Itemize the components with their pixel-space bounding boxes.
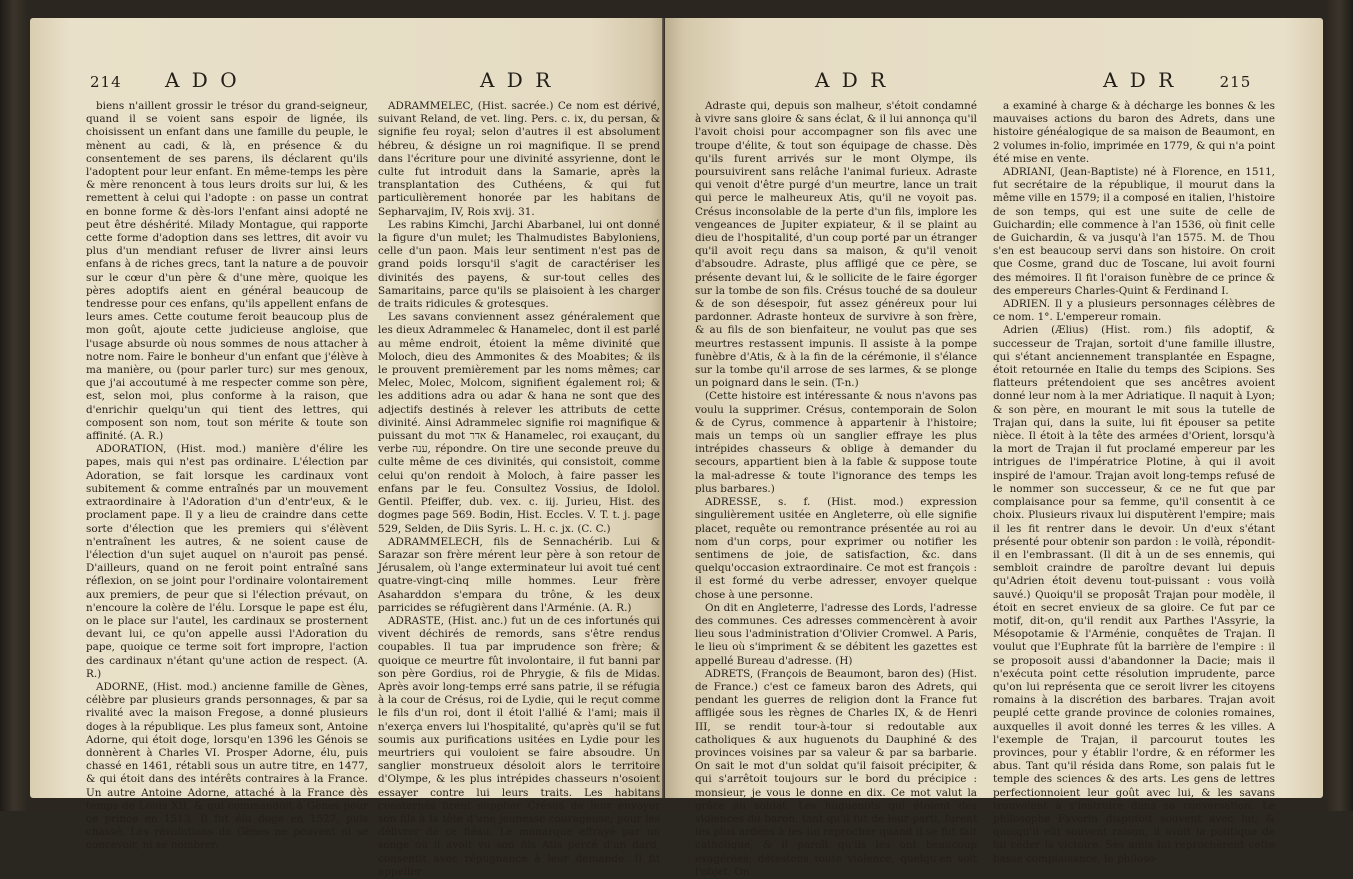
right-running-head: A D R: [815, 68, 889, 92]
paragraph: ADRIEN. Il y a plusieurs personnages célèbres de ce nom. 1°. L'empereur romain.: [993, 298, 1275, 324]
left-column-2: [378, 100, 660, 878]
paragraph: ADORATION, (Hist. mod.) manière d'élire les papes, mais qui n'est pas ordinaire. L'élection par Adoration, se fait lorsque les cardinaux vont subitement & comme entraînés par un mouvement extraordinaire à l'Adoration d'un d'entr'eux, & le proclament pape. Il y a lieu de craindre dans cette sorte d'élection que les premiers qui s'élèvent n'entraînent les autres, & ne soient cause de l'élection d'un sujet auquel on n'auroit pas pensé. D'ailleurs, quand on ne feroit point entraîné sans réflexion, on se joint pour l'ordinaire volontairement aux premiers, de peur que si l'élection prévaut, on n'encoure la colère de l'élu. Lorsque le pape est élu, on le place sur l'autel, les cardinaux se prosternent devant lui, ce qu'on appelle aussi l'Adoration du pape, quoique ce terme soit fort impropre, l'action des cardinaux n'étant qu'une action de respect. (A. R.): [86, 443, 368, 680]
paragraph: ADRAMMELEC, (Hist. sacrée.) Ce nom est dérivé, suivant Reland, de vet. ling. Pers. c. ix, du persan, & signifie feu royal; selon d'autres il est absolument hébreu, & désigne un roi magnifique. Il se prend dans l'écriture pour une divinité assyrienne, dont le culte fut introduit dans la Samarie, après la transplantation des Cuthéens, & qui fut particulièrement honorée par les habitans de Sepharvajim, IV, Rois xvij. 31.: [378, 100, 660, 218]
paragraph: ADRIANI, (Jean-Baptiste) né à Florence, en 1511, fut secrétaire de la république, il mourut dans la même ville en 1579; il a composé en italien, l'histoire de son temps, qui est une suite de celle de Guichardin; elle commence à l'an 1536, où finit celle de Guichardin, & va jusqu'à l'an 1575. M. de Thou s'en est beaucoup servi dans son histoire. On croit que Cosme, grand duc de Toscane, lui avoit fourni des mémoires. Il fit l'oraison funèbre de ce prince & des empereurs Charles-Quint & Ferdinand I.: [993, 166, 1275, 297]
right-page: [665, 18, 1323, 878]
paragraph: ADRASTE, (Hist. anc.) fut un de ces infortunés qui vivent déchirés de remords, sans s'être rendus coupables. Il tua par imprudence son frère; & quoique ce meurtre fût involontaire, il fut banni par son père Gordius, roi de Phrygie, & fils de Midas. Après avoir long-temps erré sans patrie, il se réfugia à la cour de Crésus, roi de Lydie, qui le reçut comme le fils d'un roi, dont il étoit l'allié & l'ami; mais il n'exerça envers lui l'hospitalité, qu'après qu'il se fut soumis aux purifications usitées en Lydie pour les meurtriers qui vouloient se faire absoudre. Un sanglier monstrueux désoloit alors le territoire d'Olympe, & les plus intrépides chasseurs n'osoient essayer contre lui leurs traits. Les habitans consternés firent supplier Crésus de leur envoyer son fils à la tête d'une jeunesse courageuse, pour les délivrer de ce fléau. Le monarque effrayé par un songe où il avoit vu son fils Atis percé d'un dard, consentit avec répugnance à leur demande. Il fit appeller: [378, 614, 660, 878]
right-column-2: [993, 100, 1275, 865]
left-page: [30, 18, 665, 878]
right-page-header: [1103, 68, 1251, 98]
right-running-head-2: A D R: [1103, 68, 1177, 92]
paragraph: Les savans conviennent assez généralement que les dieux Adrammelec & Hanamelec, dont il est parlé au même endroit, étoient la même divinité que Moloch, dieu des Ammonites & des Moabites; & ils le prouvent premièrement par les noms mêmes; car Melec, Molec, Molcom, signifient également roi; & les additions adra ou adar & hana ne sont que des adjectifs destinés à relever les attributs de cette divinité. Ainsi Adrammelec signifie roi magnifique & puissant du mot אדר & Hanamelec, roi exauçant, du verbe ענה, répondre. On tire une seconde preuve du culte même de ces divinités, qui consistoit, comme celui qu'on rendoit à Moloch, à faire passer les enfans par le feu. Consultez Vossius, de Idolol. Gentil. Pfeiffer, dub. vex. c. iij. Jurieu, Hist. des dogmes page 569. Bodin, Hist. Eccles. V. T. t. j. page 529, Selden, de Diis Syris. L. H. c. jx. (C. C.): [378, 311, 660, 535]
paragraph: ADRAMMELECH, fils de Sennachérib. Lui & Sarazar son frère mérent leur père à son retour de Jérusalem, où l'ange exterminateur lui avoit tué cent quatre-vingt-cinq mille hommes. Leur frère Asaharddon s'empara du trône, & les deux parricides se réfugièrent dans l'Arménie. (A. R.): [378, 535, 660, 614]
paragraph: ADORNE, (Hist. mod.) ancienne famille de Gènes, célèbre par plusieurs grands personnages, & par sa rivalité avec la maison Fregose, a donné plusieurs doges à la république. Les plus fameux sont, Antoine Adorne, qui étoit doge, lorsqu'en 1396 les Génois se donnèrent à Charles VI. Prosper Adorne, élu, puis chassé en 1461, rétabli sous un autre titre, en 1477, & qui étoit dans des intérêts contraires à la France. Un autre Antoine Adorne, attaché à la France dès temps de Louis XII, & qui commandoit à Gènes pour ce prince en 1513. Il fut élu doge en 1527, puis chassé. Les révolutions de Gènes ne peuvent ni se concevoir, ni se nombrer.: [86, 680, 368, 852]
right-column-1: [695, 100, 977, 878]
paragraph: Adrien (Ælius) (Hist. rom.) fils adoptif, & successeur de Trajan, sortoit d'une famille illustre, qui s'étant anciennement transplantée en Espagne, étoit retournée en Italie du temps des Scipions. Ses flatteurs prétendoient que ses ancêtres avoient donné leur nom à la mer Adriatique. Il naquit à Lyon; & son père, en mourant le mit sous la tutelle de Trajan qui, dans la suite, lui fit épouser sa petite nièce. Il étoit à la tête des armées d'Orient, lorsqu'à la mort de Trajan il fut proclamé empereur par les intrigues de l'impératrice Plotine, à qui il avoit inspiré de l'amour. Trajan avoit long-temps refusé de le nommer son successeur, & ce ne fut que par complaisance pour sa femme, qu'il consentit à ce choix. Plusieurs rivaux lui disputèrent l'empire; mais il les fit rentrer dans le devoir. Un d'eux s'étant présenté pour obtenir son pardon : le voilà, répondit-il en l'embrassant. (Il dit à un de ses ennemis, qui sembloit craindre de paroître devant lui depuis qu'Adrien étoit devenu tout-puissant : vous voilà sauvé.) Quoiqu'il se proposât Trajan pour modèle, il étoit en secret envieux de sa gloire. Ce fut par ce motif, dit-on, qu'il rendit aux Parthes l'Assyrie, la Mésopotamie & l'Arménie, conquêtes de Trajan. Il voulut que l'Euphrate fût la barrière de l'empire : il se proposoit aussi d'abandonner la Dacie; mais il n'exécuta point cette résolution imprudente, parce qu'on lui représenta que ce seroit livrer les citoyens romains à la discrétion des barbares. Trajan avoit peuplé cette grande province de colonies romaines, auxquelles il avoit donné les terres & les villes. A l'exemple de Trajan, il parcourut toutes les provinces, pour y établir l'ordre, & en réformer les abus. Tant qu'il résida dans Rome, son palais fut le temple des sciences & des arts. Les gens de lettres perfectionnoient leur goût avec lui, & les savans trouvoient à s'instruire dans sa conversation. Le philosophe Favorin disputoit souvent avec lui; & quoiqu'il eût souvent raison, il avoit la politique de lui céder la victoire. Ses amis lui reprochèrent cette basse complaisance, le philoso-: [993, 324, 1275, 865]
right-page-number: 215: [1219, 73, 1252, 91]
paragraph: ADRESSE, s. f. (Hist. mod.) expression singulièrement usitée en Angleterre, où elle signifie placet, requête ou remontrance présentée au roi au nom d'un corps, pour exprimer ou notifier les sentimens de joie, de satisfaction, &c. dans quelqu'occasion extraordinaire. Ce mot est françois : il est formé du verbe adresser, envoyer quelque chose à une personne.: [695, 496, 977, 601]
left-running-head-2: A D R: [480, 68, 554, 92]
left-column-1: [86, 100, 368, 852]
paragraph: Les rabins Kimchi, Jarchi Abarbanel, lui ont donné la figure d'un mulet; les Thalmudistes Babyloniens, celle d'un paon. Mais leur sentiment n'est pas de grand poids lorsqu'il s'agit de caractériser les divinités des payens, & sur-tout celles des Samaritains, parce qu'ils se plaisoient à les charger de traits ridicules & grotesques.: [378, 218, 660, 311]
left-page-number: 214: [90, 73, 122, 91]
paragraph: Adraste qui, depuis son malheur, s'étoit condamné à vivre sans gloire & sans éclat, & il lui annonça qu'il l'avoit choisi pour accompagner son fils avec une troupe d'élite, & tout son équipage de chasse. Dès qu'ils furent arrivés sur le mont Olympe, ils poursuivirent sans relâche l'animal furieux. Adraste qui venoit d'être purgé d'un meurtre, lance un trait qui perce le malheureux Atis, qu'il ne voyoit pas. Crésus inconsolable de la perte d'un fils, implore les vengeances de Jupiter expiateur, & il se plaint au dieu de l'hospitalité, d'un coup porté par un étranger qu'il avoit reçu dans sa maison, & qu'il venoit d'absoudre. Adraste, plus affligé que ce père, se présente devant lui, & le sollicite de le faire égorger sur la tombe de son fils. Crésus touché de sa douleur & de son désespoir, fut assez généreux pour lui pardonner. Adraste honteux de survivre à son frère, & au fils de son bienfaiteur, ne voulut pas que ses meurtres restassent impunis. Il assiste à la pompe funèbre d'Atis, & à la fin de la cérémonie, il s'élance sur la tombe qu'il arrose de ses larmes, & se plonge un poignard dans le sein. (T-n.): [695, 100, 977, 390]
left-running-head: A D O: [165, 68, 240, 92]
paragraph: a examiné à charge & à décharge les bonnes & les mauvaises actions du baron des Adrets, dans une histoire généalogique de sa maison de Beaumont, en 2 volumes in-folio, imprimée en 1779, & qui n'a point été mise en vente.: [993, 100, 1275, 165]
paragraph: biens n'aillent grossir le trésor du grand-seigneur, quand il se voient sans espoir de lignée, ils choisissent un enfant dans une famille du peuple, le mènent au cadi, & là, en présence & du consentement de ses parens, ils déclarent qu'ils l'adoptent pour leur enfant. En même-temps les père & mère renoncent à tous leurs droits sur lui, & les remettent à celui qui l'adopte : on passe un contrat en bonne forme & dès-lors l'enfant ainsi adopté ne peut être déshérité. Milady Montague, qui rapporte cette forme d'adoption dans ses lettres, dit avoir vu plus d'un mendiant refuser de livrer ainsi leurs enfans à de riches grecs, tant la nature a de pouvoir sur le cœur d'un père & d'une mère, quoique les pères adoptifs aient en général beaucoup de tendresse pour ces enfans, qu'ils appellent enfans de leurs ames. Cette coutume feroit beaucoup plus de mon goût, ajoute cette judicieuse angloise, que l'usage absurde où nous sommes de nous attacher à notre nom. Faire le bonheur d'un enfant que j'élève à ma manière, ou (pour parler turc) sur mes genoux, que j'ai accoutumé à me respecter comme son père, est, selon moi, plus conforme à la raison, que d'enrichir quelqu'un qui tient des lettres, qui composent son nom, tout son mérite & toute son affinité. (A. R.): [86, 100, 368, 443]
paragraph: ADRETS, (François de Beaumont, baron des) (Hist. de France.) c'est ce fameux baron des Adrets, qui pendant les guerres de religion dont la France fut affligée sous les règnes de Charles IX, & de Henri III, se rendit tour-à-tour si redoutable aux catholiques & aux huguenots du Dauphiné & des provinces voisines par sa valeur & par sa barbarie. On sait le mot d'un soldat qu'il faisoit précipiter, & qui s'arrêtoit toujours sur le bord du précipice : monsieur, je vous le donne en dix. Ce mot valut la grâce au soldat. Les huguenots qui étoient des violences du baron, tant qu'il fut de leur parti, furent les plus ardens à les lui reprocher quand il se fut fait catholique, & il paroît qu'ils les ont beaucoup exagérées; détestons toute violence, quelqu'en soit l'objet. On: [695, 667, 977, 878]
left-page-header: [90, 68, 240, 98]
paragraph: On dit en Angleterre, l'adresse des Lords, l'adresse des communes. Ces adresses commencèrent à avoir lieu sous l'administration d'Olivier Cromwel. A Paris, le lieu où s'impriment & se débitent les gazettes est appellé Bureau d'adresse. (H): [695, 601, 977, 667]
paragraph: (Cette histoire est intéressante & nous n'avons pas voulu la supprimer. Crésus, contemporain de Solon & de Cyrus, commence à appartenir à l'histoire; mais un temps où un sanglier effraye les plus intrépides chasseurs & oblige à demander du secours, appartient bien à la fable & suppose toute la mal-adresse & toute l'ignorance des temps les plus barbares.): [695, 390, 977, 495]
